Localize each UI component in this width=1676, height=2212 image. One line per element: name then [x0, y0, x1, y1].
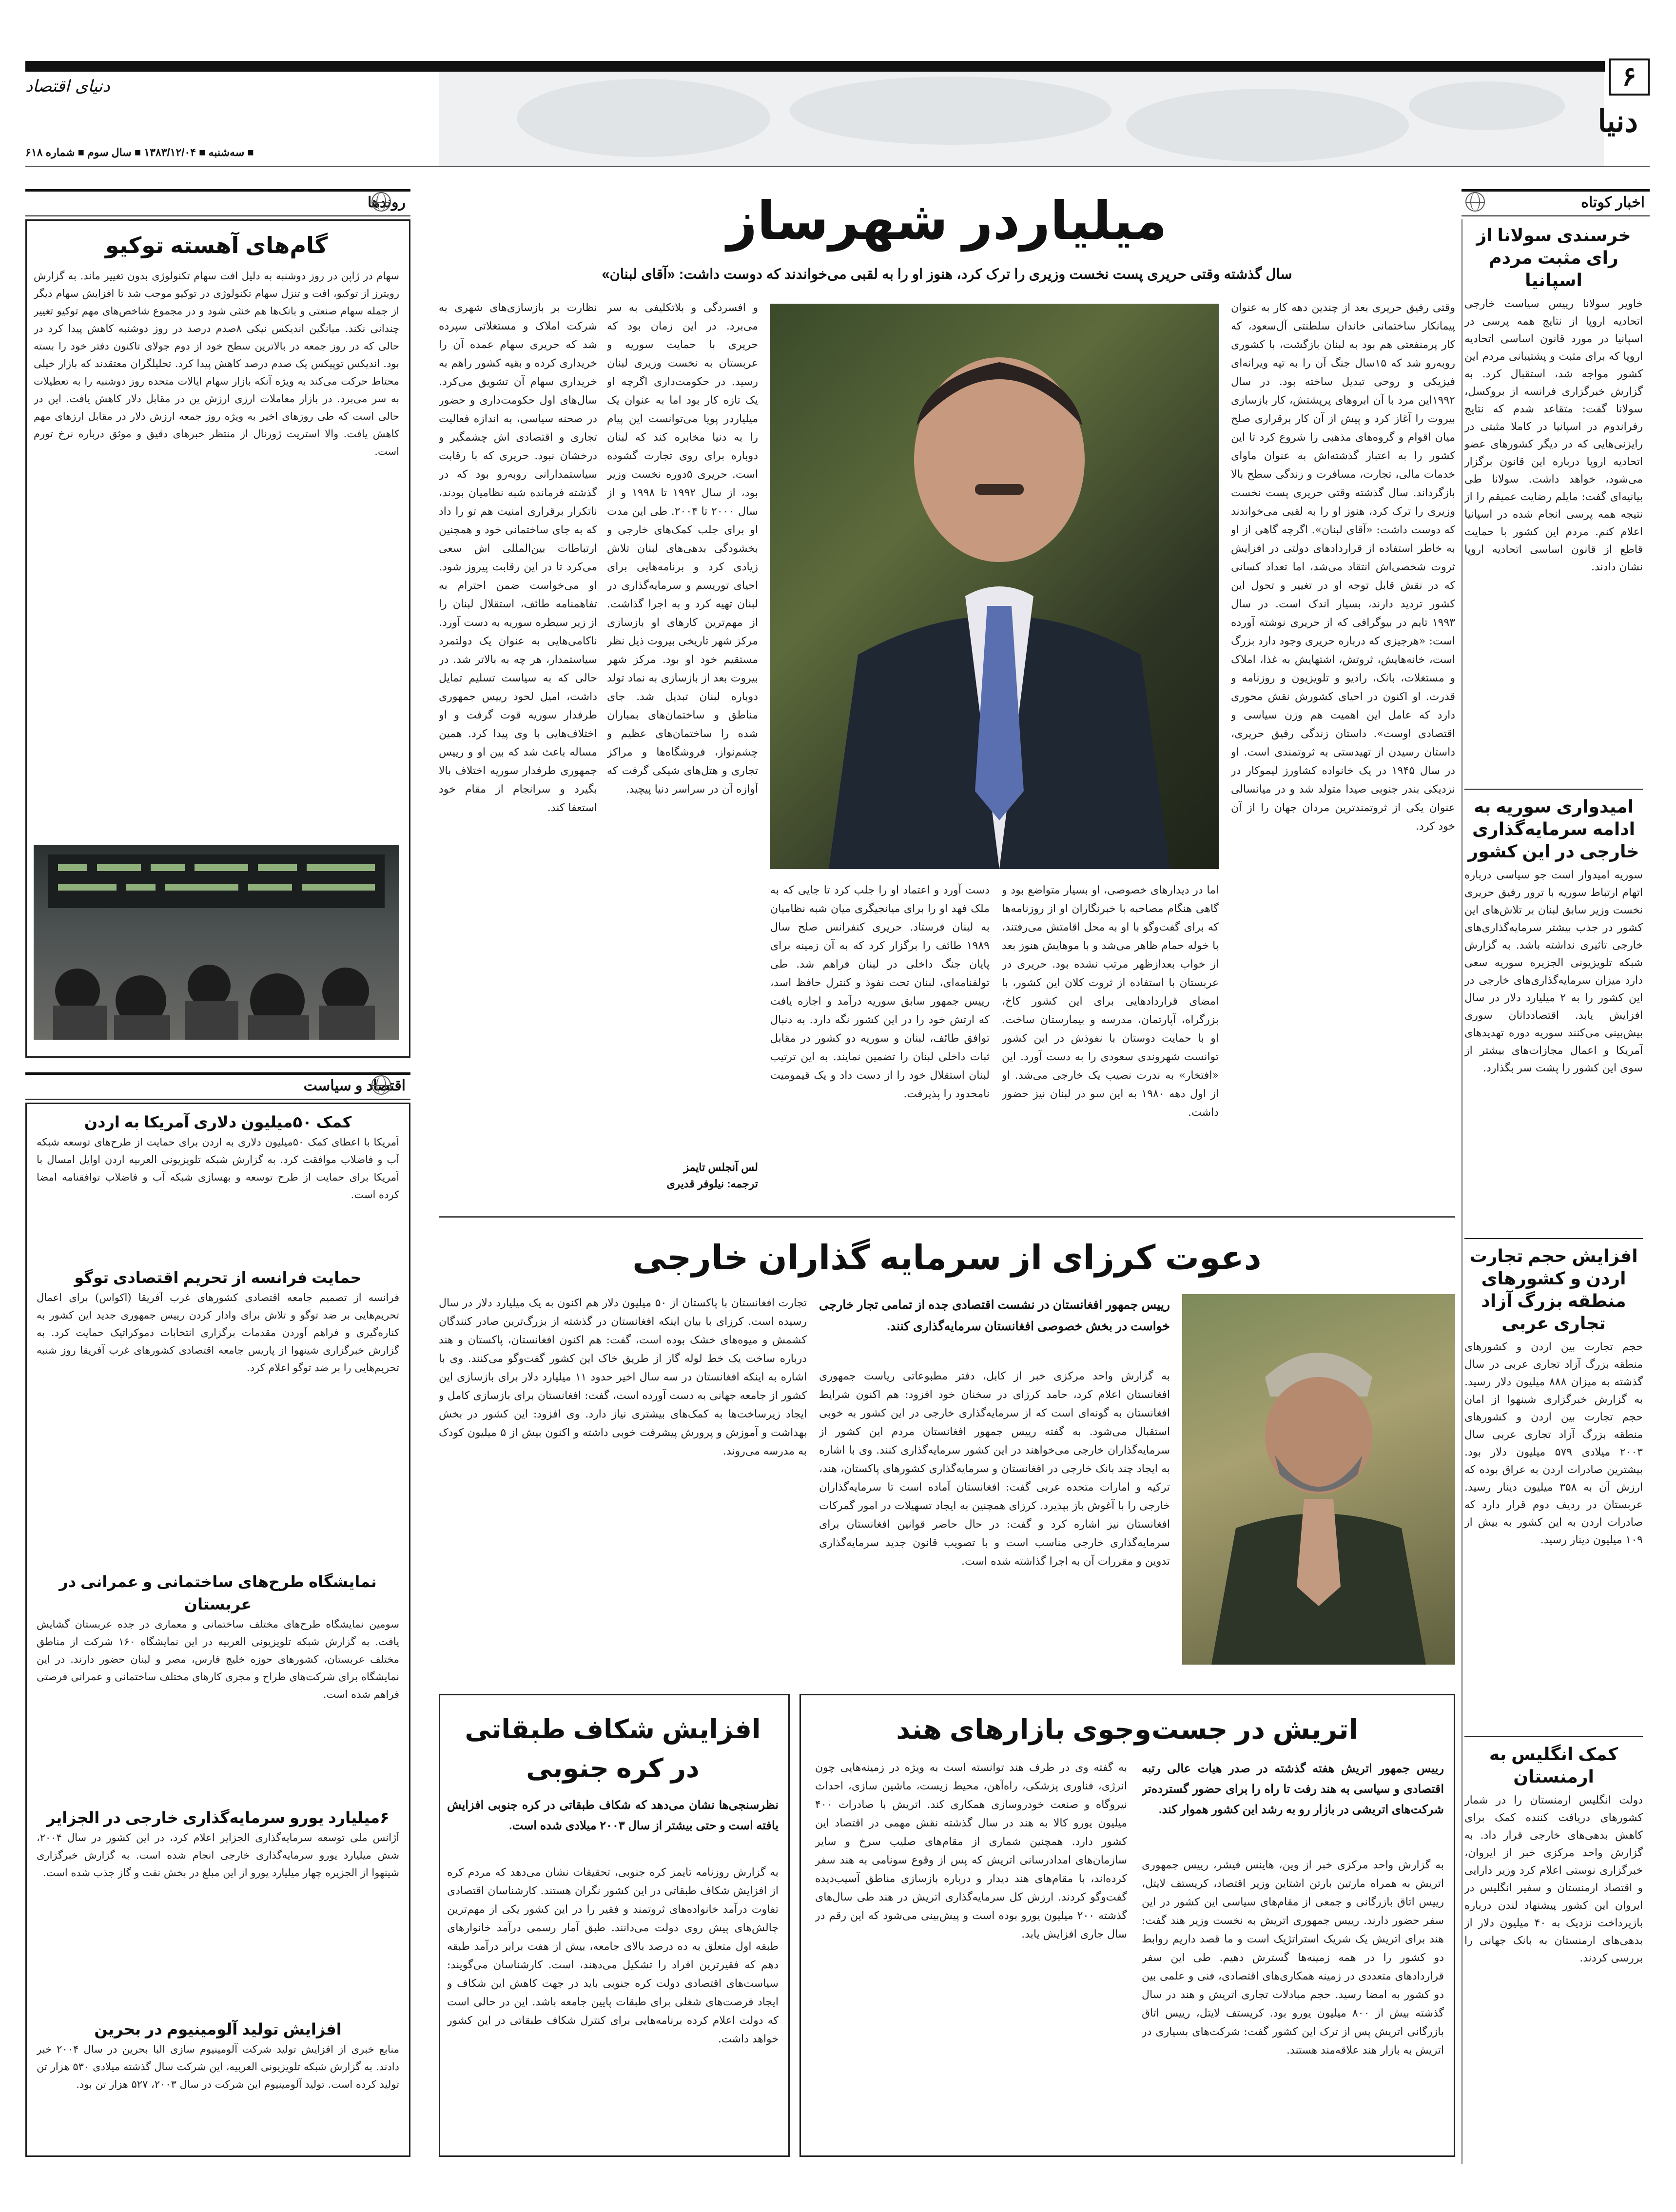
trading-floor-illustration — [34, 845, 399, 1040]
main-credit: لس آنجلس تایمز — [683, 1161, 758, 1173]
globe-icon — [1465, 192, 1485, 212]
politics-item-title: حمایت فرانسه از تحریم اقتصادی توگو — [74, 1269, 362, 1286]
short-news-column — [1462, 219, 1650, 2164]
korea-body: به گزارش روزنامه تایمز کره جنوبی، تحقیقات نشان می‌دهد که مردم کره از افزایش شکاف طبقاتی در این کشور نگران هستند. کارشناسان اقتصادی تفاوت درآمد خانواده‌های ثروتمند و فقیر را در این کشور یکی از مهم‌ترین چالش‌های پیش روی دولت می‌دانند. طبق آمار رسمی درآمد خانوارهای طبقه اول متعلق به ده درصد بالای جامعه، بیش از هفت برابر درآمد طبقه دهم که فقیرترین افراد را تشکیل می‌دهند، است. کارشناسان می‌گویند: سیاست‌های اقتصادی دولت کره جنوبی باید در جهت کاهش این شکاف و ایجاد فرصت‌های شغلی برای طبقات پایین جامعه باشد. این در حالی است که دولت اعلام کرده برنامه‌هایی برای کنترل شکاف طبقاتی در این کشور خواهد داشت. — [447, 1866, 779, 2045]
main-body-col4: و افسردگی و بلاتکلیفی به سر می‌برد. در این زمان بود که حریری با حمایت سوریه و عربستان به نخست وزیری لبنان رسید. در حکومت‌داری اگرچه او یک تازه کار بود اما به عنوان یک میلیاردر پویا می‌توانست این پیام را به دنیا مخابره کند که لبنان دوباره برای روی تجارت گشوده است. حریری ۵دوره نخست وزیر بود، از سال ۱۹۹۲ تا ۱۹۹۸ و از سال ۲۰۰۰ تا ۲۰۰۴. طی این مدت او برای جلب کمک‌های خارجی و بخشودگی بدهی‌های لبنان تلاش زیادی کرد و برنامه‌هایی برای احیای توریسم و سرمایه‌گذاری در لبنان تهیه کرد و به اجرا گذاشت. از مهم‌ترین کارهای او بازسازی مرکز شهر تاریخی بیروت ذیل نظر مستقیم خود او بود. مرکز شهر بیروت بعد از بازسازی به نماد تولد دوباره لبنان تبدیل شد. جای مناطق و ساختمان‌های بمباران شده را ساختمان‌های عظیم و چشم‌نواز، فروشگاه‌ها و مراکز تجاری و هتل‌های شیکی گرفت که آوازه آن در سراسر دنیا پیچید. — [607, 302, 758, 796]
short-news-item — [1464, 1743, 1643, 2133]
politics-box — [25, 1103, 410, 2157]
portrait-illustration — [770, 304, 1219, 869]
globe-icon — [371, 1075, 391, 1095]
short-news-title: خرسندی سولانا از رای مثبت مردم اسپانیا — [1476, 225, 1631, 290]
page-number: ۶ — [1622, 62, 1637, 91]
trends-box — [25, 219, 410, 1058]
politics-item-title: نمایشگاه طرح‌های ساختمانی و عمرانی در عربستان — [59, 1573, 377, 1613]
karzai-illustration — [1182, 1294, 1455, 1665]
short-news-body: حجم تجارت بین اردن و کشورهای منطقه بزرگ آزاد تجاری عربی در سال گذشته به میزان ۸۸۸ میلیون دلار رسید. به گزارش خبرگزاری شینهوا از امان حجم تجارت بین اردن و کشورهای منطقه بزرگ آزاد تجاری عربی سال ۲۰۰۳ میلادی ۵۷۹ میلیون دلار بود. بیشترین صادرات اردن به عراق بوده که ارزش آن به ۳۵۸ میلیون دینار رسید. عربستان در ردیف دوم قرار دارد که صادرات اردن به این کشور به بیش از ۱۰۹ میلیون دینار رسید. — [1464, 1341, 1643, 1546]
india-headline: اتریش در جست‌وجوی بازارهای هند — [896, 1714, 1358, 1745]
karzai-lead: رییس جمهور افغانستان در نشست اقتصادی جده از تمامی تجار خارجی خواست در بخش خصوصی افغانستان سرمایه‌گذاری کنند. — [819, 1298, 1170, 1333]
politics-item-body: منابع خبری از افزایش تولید شرکت آلومینیوم سازی البا بحرین در سال ۲۰۰۴ خبر دادند. به گزارش شبکه تلویزیونی العربیه، این شرکت سال گذشته میلادی ۵۳۰ هزار تن تولید کرده است. تولید آلومینیوم این شرکت در سال ۲۰۰۳، ۵۲۷ هزار تن بود. — [37, 2043, 399, 2090]
dateline: ■ سه‌شنبه ■ ۱۳۸۳/۱۲/۰۴ ■ سال سوم ■ شماره ۶۱۸ — [25, 146, 254, 158]
politics-item-body: سومین نمایشگاه طرح‌های مختلف ساختمانی و معماری در جده عربستان گشایش یافت. به گزارش شبکه تلویزیونی العربیه در این نمایشگاه ۱۶۰ شرکت از مناطق مختلف عربستان، کشورهای حوزه خلیج فارس، مصر و لبنان حضور دارند. در این نمایشگاه برای شرکت‌های طراح و مجری کارهای مختلف ساختمانی و عمرانی فرصتی فراهم شده است. — [37, 1618, 399, 1700]
main-body-col1: وقتی رفیق حریری بعد از چندین دهه کار به عنوان پیمانکار ساختمانی خاندان سلطنتی آل‌سعود، که کار پرمنفعتی هم بود به لبنان بازگشت، با کشوری روبه‌رو شد که ۱۵سال جنگ آن را به تپه ویرانه‌ای فیزیکی و روحی تبدیل ساخته بود. در سال ۱۹۹۲این مرد با آن ابروهای پرپشتش، کار بازسازی بیروت را آغاز کرد و پیش از آن کار برقراری صلح میان اقوام و گروه‌های مذهبی را شروع کرد تا این کشور را به اعتبار گذشته‌اش به عنوان ماوای خدمات مالی، تجارت، مسافرت و زندگی سطح بالا بازگرداند. سال گذشته وقتی حریری پست نخست وزیری را ترک کرد، هنوز او را به لقبی می‌خواندند که دوست داشت: «آقای لبنان». اگرچه گاهی از او به خاطر استفاده از قراردادهای دولتی در افزایش ثروت شخصی‌اش انتقاد می‌شد، اما تعداد کسانی که در نقش قابل توجه او در تغییر و تحول این کشور تردید دارند، بسیار اندک است. در سال ۱۹۹۳ تایم در بیوگرافی که از حریری نوشته آورده است: «هرجیزی که درباره حریری وجود دارد بزرگ است، خانه‌هایش، ثروتش، اشتهایش به غذا، املاک و مستغلات، بانک، رادیو و تلویزیون و روزنامه و قدرت. او اکنون در احیای کشورش نقش محوری دارد که عامل این اهمیت هم وزن سیاسی و اقتصادی اوست». داستان زندگی رفیق حریری، داستان رسیدن از تهیدستی به ثروتمندی است. او در سال ۱۹۴۵ در یک خانواده کشاورز لیموکار در نزدیکی بندر جنوبی صیدا متولد شد و در میانسالی عنوان یکی از ثروتمندترین مردان جهان را از آن خود کرد. — [1231, 302, 1455, 833]
main-story — [439, 189, 1455, 1213]
main-headline: میلیاردر شهرساز — [726, 191, 1168, 250]
trends-bar — [25, 189, 410, 216]
trends-label: روندها — [367, 194, 406, 211]
karzai-headline: دعوت کرزای از سرمایه گذاران خارجی — [632, 1239, 1262, 1277]
politics-item-title: ۶میلیارد یورو سرمایه‌گذاری خارجی در الجزایر — [46, 1809, 390, 1826]
politics-item-body: آمریکا با اعطای کمک ۵۰میلیون دلاری به اردن برای حمایت از طرح‌های توسعه شبکه آب و فاضلاب موافقت کرد. به گزارش شبکه تلویزیونی العربیه اردن اوایل امسال با آمریکا برای حمایت از طرح توسعه و بهسازی شبکه آب و فاضلاب توافقنامه امضا کرده است. — [37, 1136, 399, 1201]
karzai-photo — [1182, 1294, 1455, 1665]
short-news-item — [1464, 224, 1643, 785]
trends-body: سهام در ژاپن در روز دوشنبه به دلیل افت سهام تکنولوژی بدون تغییر ماند. به گزارش رویترز از توکیو، افت و تنزل سهام تکنولوژی در توکیو موجب شد تا افزایش سهام دیگر از جمله سهام صنعتی و بانک‌ها هم خنثی شود و در مجموع شاخص‌های مهم توکیو تغییر چندانی نکند. میانگین اندیکس نیکی ۸صدم درصد در روز دوشنبه کاهش پیدا کرد در حالی که در روز جمعه در بالاترین سطح خود از دوم جولای تاکنون دفتر خود را بسته بود. اندیکس توپیکس یک صدم درصد کاهش پیدا کرد. تحلیلگران معتقدند که بازار خیلی محتاط حرکت می‌کند به ویژه آنکه بازار سهام ایالات متحده روز دوشنبه را به تعطیلات به سر می‌برد. در بازار معاملات ارزی ارزش ین در مقابل دلار کاهش یافت. این در حالی است که طی روزهای اخیر به ویژه روز جمعه ارزش دلار در مقابل ارزهای مهم کاهش یافت. والا استریت ژورنال از منتظر خبرهای دقیق و موثق درباره نرخ تورم است. — [34, 270, 399, 457]
short-news-label: اخبار کوتاه — [1581, 194, 1645, 211]
politics-item-body: فرانسه از تصمیم جامعه اقتصادی کشورهای غرب آفریقا (اکواس) برای اعمال تحریم‌هایی بر ضد توگو و تلاش برای وادار کردن رییس جمهوری جدید این کشور به کناره‌گیری و فراهم آوردن مقدمات برگزاری انتخابات دموکراتیک حمایت کرد. به گزارش خبرگزاری شینهوا از پاریس جامعه اقتصادی کشورهای غرب آفریقا روز شنبه تحریم‌هایی را بر ضد توگو اعلام کرد. — [37, 1292, 399, 1374]
main-subhead: سال گذشته وقتی حریری پست نخست وزیری را ترک کرد، هنوز او را به لقبی می‌خواندند که دوست داشت: «آقای لبنان» — [602, 267, 1292, 282]
section-title: دنیا — [1598, 105, 1638, 138]
korea-lead: نظرسنجی‌ها نشان می‌دهد که شکاف طبقاتی در کره جنوبی افزایش یافته است و حتی بیشتر از سال ۲۰۰۳ میلادی شده است. — [447, 1799, 779, 1832]
politics-bar — [25, 1072, 410, 1100]
short-news-body: سوریه امیدوار است جو سیاسی درباره اتهام ارتباط سوریه با ترور رفیق حریری نخست وزیر سابق لبنان بر تلاش‌های این کشور در جذب بیشتر سرمایه‌گذاری‌های خارجی تاثیری نداشته باشد. به گزارش شبکه تلویزیونی الجزیره سوریه سعی دارد میزان سرمایه‌گذاری‌های خارجی در این کشور را به ۲ میلیارد دلار در سال افزایش یابد. اقتصاددانان سوری بیش‌بینی می‌کنند سوریه دوره تهدیدهای آمریکا و اعمال مجازات‌های بیشتر از سوی این کشور را پشت سر بگذارد. — [1464, 869, 1643, 1074]
short-news-item — [1464, 1245, 1643, 1732]
india-box — [799, 1694, 1455, 2157]
stock-exchange-photo — [34, 845, 399, 1040]
karzai-story — [439, 1221, 1455, 1679]
politics-item-title: کمک ۵۰میلیون دلاری آمریکا به اردن — [84, 1113, 352, 1131]
main-body-col3: دست آورد و اعتماد او را جلب کرد تا جایی که به ملک فهد او را برای میانجیگری میان شبه نظامیان به لبنان فرستاد. حریری کنفرانس صلح سال ۱۹۸۹ طائف را برگزار کرد که به آن زمینه برای پایان جنگ داخلی در لبنان فراهم شد. طی تولفنامه‌ای، لبنان تحت نفوذ و کنترل حافظ اسد، رییس جمهور سابق سوریه درآمد و اجازه یافت که ارتش خود را در این کشور نگه دارد. به دنبال توافق طائف، لبنان و سوریه دو کشور در مقابل ثبات داخلی لبنان را تضمین نمایند. به این ترتیب لبنان استقلال خود را از دست داد و یک قیمومیت نامحدود را پذیرفت. — [770, 884, 990, 1100]
politics-item — [37, 1806, 399, 2011]
short-news-title: کمک انگلیس به ارمنستان — [1489, 1744, 1618, 1786]
korea-headline: افزایش شکاف طبقاتی در کره جنوبی — [465, 1715, 761, 1783]
masthead — [0, 0, 1676, 185]
short-news-title: افزایش حجم تجارت اردن و کشورهای منطقه بزرگ آزاد تجاری عربی — [1469, 1246, 1638, 1333]
india-body-col1: به گزارش واحد مرکزی خبر از وین، هاینس فیشر، رییس جمهوری اتریش به همراه مارتین بارتن اشتاین وزیر اقتصاد، کریستف لایتل، رییس اتاق بازرگانی و جمعی از مقام‌های سیاسی این کشور در این سفر حضور دارند. رییس جمهوری اتریش به نخست وزیر هند گفت: هند برای اتریش یک شریک استراتژیک است و ما قصد داریم روابط دو کشور را در همه زمینه‌ها گسترش دهیم. طی این سفر قراردادهای متعددی در زمینه همکاری‌های اقتصادی، فنی و علمی بین دو کشور به امضا رسید. حجم مبادلات تجاری اتریش و هند در سال گذشته بیش از ۸۰۰ میلیون یورو بود. کریستف لایتل، رییس اتاق بازرگانی اتریش پس از ترک این کشور گفت: شرکت‌های بسیاری در اتریش به بازار هند علاقه‌مند هستند. — [1142, 1859, 1444, 2057]
politics-item — [37, 1571, 399, 1800]
globe-icon — [371, 192, 391, 212]
politics-label: اقتصاد و سیاست — [303, 1078, 406, 1094]
main-body-col2: اما در دیدارهای خصوصی، او بسیار متواضع بود و گاهی هنگام مصاحبه با خبرنگاران او از روزنامه‌ها که برای گفت‌وگو با او به محل اقامتش می‌رفتند، با خوله حمام ظاهر می‌شد و با موهایش هنوز بعد از خواب بعدازظهر مرتب نشده بود. حریری در عربستان با استفاده از ثروت کلان این کشور، با امضای قراردادهایی برای این کشور کاخ، بزرگراه، آپارتمان، مدرسه و بیمارستان ساخت. او با حمایت دوستان با نفوذش در این کشور توانست شهروندی سعودی را به دست آورد. این «افتخار» به ندرت نصیب یک خارجی می‌شد. او از اول دهه ۱۹۸۰ به این سو در لبنان نیز حضور داشت. — [1002, 884, 1219, 1119]
politics-item — [37, 2018, 399, 2145]
short-news-bar — [1462, 189, 1650, 216]
india-lead: رییس جمهور اتریش هفته گذشته در صدر هیات عالی رتبه اقتصادی و سیاسی به هند رفت تا راه را برای حضور گسترده‌تر شرکت‌های اتریشی در بازار رو به رشد این کشور هموار کند. — [1142, 1762, 1444, 1816]
world-map-band — [439, 72, 1604, 167]
short-news-item — [1464, 796, 1643, 1234]
hariri-photo — [770, 304, 1219, 869]
page-number-box — [1609, 58, 1650, 96]
short-news-body: دولت انگلیس ارمنستان را در شمار کشورهای دریافت کننده کمک برای کاهش بدهی‌های خارجی قرار داد. به گزارش واحد مرکزی خبر از ایروان، خبرگزاری نوستی اعلام کرد وزیر دارایی و اقتصاد ارمنستان و سفیر انگلیس در ایروان این کشور پیشنهاد لندن درباره بازپرداخت نزدیک به ۴۰ میلیون دلار از بدهی‌های ارمنستان به بانک جهانی را بررسی کردند. — [1464, 1794, 1643, 1964]
trends-title: گام‌های آهسته توکیو — [105, 233, 328, 258]
politics-item — [37, 1266, 399, 1564]
korea-box — [439, 1694, 790, 2157]
world-map-decoration — [439, 72, 1604, 167]
paper-name: دنیای اقتصاد — [25, 77, 110, 96]
politics-item — [37, 1111, 399, 1260]
india-body-col2: به گفته وی در طرف هند توانسته است به ویژه در زمینه‌هایی چون انرژی، فناوری پزشکی، راه‌آهن، محیط زیست، ماشین سازی، احداث نیروگاه و صنعت خودروسازی همکاری کند. اتریش با صادرات ۴۰۰ میلیون یورو کالا به هند در سال گذشته نقش مهمی در اقتصاد این کشور دارد. همچنین شماری از مقام‌های صلیب سرخ و سایر سازمان‌های امدادرسانی اتریش که پس از وقوع سونامی به هند سفر کرده‌اند، با مقام‌های هند دیدار و درباره بازسازی مناطق آسیب‌دیده گفت‌وگو کردند. ارزش کل سرمایه‌گذاری اتریش در هند طی سال‌های گذشته ۲۰۰ میلیون یورو بوده است و پیش‌بینی می‌شود که این رقم در سال جاری افزایش یابد. — [815, 1762, 1127, 1940]
main-body-col5: نظارت بر بازسازی‌های شهری به شرکت املاک و مستغلاتی سپرده شد که حریری سهام عمده آن را خریداری کرده و بقیه کشور راهم به خریداری سهام آن تشویق می‌کرد. سال‌های اول حکومت‌داری و حضور در صحنه سیاسی، به اندازه فعالیت تجاری و اقتصادی اش چشمگیر و درخشان نبود. حریری که با رقابت سیاستمدارانی روبه‌رو بود که در گذشته فرمانده شبه نظامیان بودند، ناتکرار برقراری امنیت هم تو را داد که به جای ساختمانی خود و همچنین ارتباطات بین‌المللی اش سعی می‌کرد تا در این رقابت پیروز شود. او می‌خواست ضمن احترام به تفاهمنامه طائف، استقلال لبنان را از زیر سیطره سوریه به دست آورد. ناکامی‌هایی به عنوان یک دولتمرد سیاستمدار، هر چه به بالاتر شد. در حالی که به سیاست تسلیم تمایل داشت، امیل لحود رییس جمهوری طرفدار سوریه قوت گرفت و او اختلاف‌هایی با وی پیدا کرد. همین مساله باعث شد که بین او و رییس جمهوری طرفدار سوریه اختلاف بالا بگیرد و سرانجام از مقام خود استعفا کند. — [439, 302, 597, 814]
main-translator: ترجمه: نیلوفر قدیری — [666, 1178, 758, 1190]
politics-item-title: افزایش تولید آلومینیوم در بحرین — [94, 2020, 342, 2038]
politics-item-body: آژانس ملی توسعه سرمایه‌گذاری الجزایر اعلام کرد، در این کشور در سال ۲۰۰۴، شش میلیارد یورو سرمایه‌گذاری خارجی انجام شده است. به گزارش خبرگزاری شینهوا از الجزیره چهار میلیارد یورو از این مبلغ در بخش نفت و گاز جذب شده است. — [37, 1832, 399, 1879]
karzai-body-col2: تجارت افغانستان با پاکستان از ۵۰ میلیون دلار هم اکنون به یک میلیارد دلار در سال رسیده است. کرزای با بیان اینکه افغانستان در گذشته از بزرگ‌ترین صادر کنندگان کشمش و میوه‌های خشک بوده است، گفت: هم اکنون افغانستان، پاکستان و هند درباره ساخت یک خط لوله گاز از طریق خاک این کشور گفت‌وگو می‌کنند. وی با اشاره به اینکه افغانستان در سه سال اخیر حدود ۱۱ میلیارد دلار برای بازسازی این کشور از جامعه جهانی به دست آورده است، گفت: افغانستان برای بازسازی کامل و ایجاد زیرساخت‌ها به کمک‌های بیشتری نیاز دارد. وی افزود: این کشور در بخش بهداشت و آموزش و پرورش پیشرفت خوبی داشته و اکنون بیش از ۵ میلیون کودک به مدرسه می‌روند. — [439, 1297, 807, 1457]
karzai-body-col1: به گزارش واحد مرکزی خبر از کابل، دفتر مطبوعاتی ریاست جمهوری افغانستان اعلام کرد، حامد کرزای در سخنان خود افزود: هم اکنون شرایط افغانستان به گونه‌ای است که از سرمایه‌گذاری خارجی در این کشور به خوبی استقبال می‌شود. به گفته رییس جمهور افغانستان مردم این کشور از سرمایه‌گذاران خارجی می‌خواهند در این کشور سرمایه‌گذاری کنند. وی با اشاره به ایجاد چند بانک خارجی در افغانستان و سرمایه‌گذاری کشورهای پاکستان، هند، ترکیه و امارات متحده عربی گفت: افغانستان آماده است تا سرمایه‌گذاران خارجی را با آغوش باز بپذیرد. کرزای همچنین به ایجاد تسهیلات در امور گمرکات افغانستان نیز اشاره کرد و گفت: در حال حاضر قوانین افغانستان برای سرمایه‌گذاری خارجی مناسب است و با تصویب قانون جدید سرمایه‌گذاری تدوین و مقررات آن به اجرا گذاشته شده است. — [819, 1370, 1170, 1568]
short-news-title: امیدواری سوریه به ادامه سرمایه‌گذاری خارجی در این کشور — [1468, 796, 1639, 861]
short-news-body: خاویر سولانا رییس سیاست خارجی اتحادیه اروپا از نتایج همه پرسی در اسپانیا در مورد قانون اساسی اتحادیه اروپا که برای مثبت و پشتیبانی مردم این کشور مواجه شد، استقبال کرد. به گزارش خبرگزاری فرانسه از بروکسل، سولانا گفت: متقاعد شدم که نتایج رفراندوم در اسپانیا در کاملا مثبتی در رایزنی‌هایی که در دیگر کشورهای عضو اتحادیه اروپا درباره این قانون برگزار می‌شود، خواهد داشت. سولانا طی بیانیه‌ای گفت: مایلم رضایت عمیقم را از نتیجه همه پرسی انجام شده در اسپانیا اعلام کنم. مردم این کشور با حمایت قاطع از قانون اساسی اتحادیه اروپا نشان دادند. — [1464, 298, 1643, 573]
